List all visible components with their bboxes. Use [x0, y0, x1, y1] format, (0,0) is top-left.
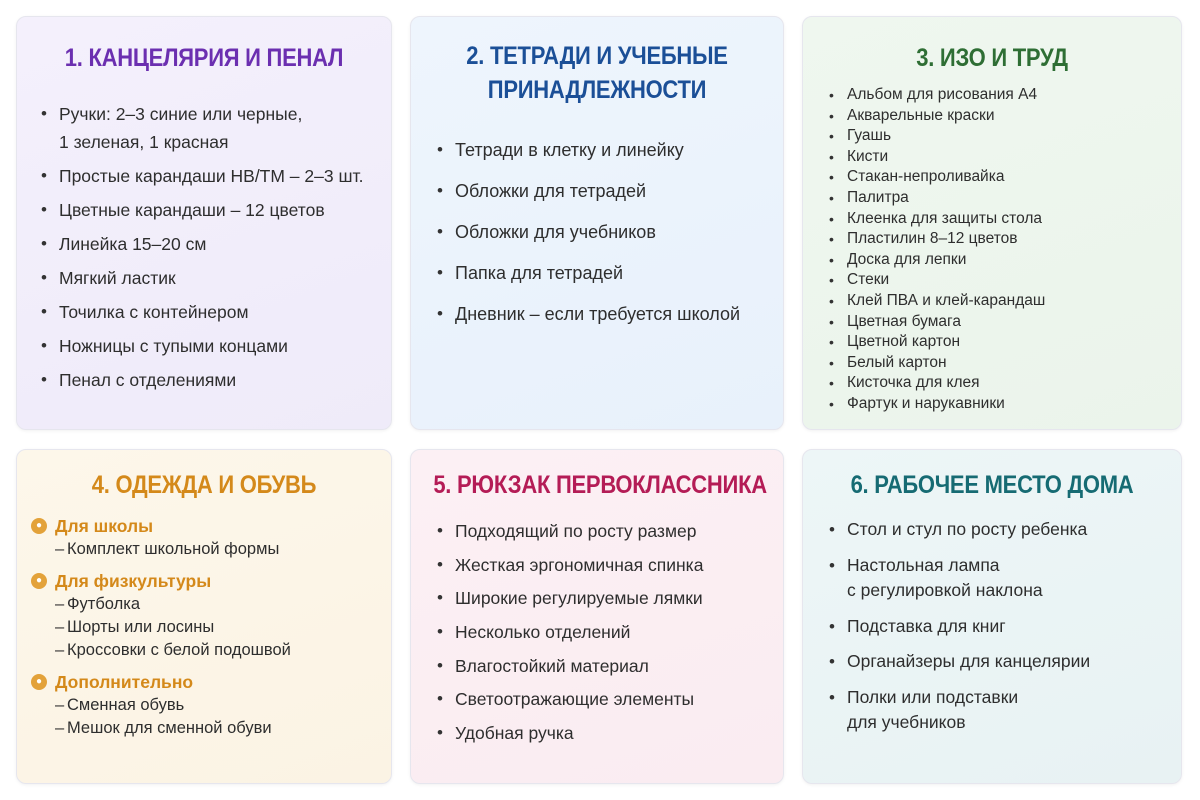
item-list: [829, 85, 1169, 415]
list-item: • Влагостойкий материал: [437, 652, 777, 680]
list-item: • Жесткая эргономичная спинка: [437, 551, 777, 579]
card-backpack: [410, 449, 784, 784]
card-title: 5. РЮКЗАК ПЕРВОКЛАССНИКА: [433, 471, 767, 499]
person-icon: ●: [31, 518, 47, 534]
list-item: • Кисти: [829, 147, 1169, 168]
list-item: • Обложки для учебников: [437, 217, 777, 247]
list-item: • Несколько отделений: [437, 618, 777, 646]
list-item: • Простые карандаши НВ/ТМ – 2–3 шт.: [41, 162, 381, 190]
card-home-workspace: [802, 449, 1182, 784]
list-item-lamp: • Настольная лампа с регулировкой наклона: [829, 553, 1169, 604]
list-item: • Цветные карандаши – 12 цветов: [41, 196, 381, 224]
section-heading: Для физкультуры: [55, 571, 212, 591]
list-item: • Стакан-непроливайка: [829, 167, 1169, 188]
list-item: • Папка для тетрадей: [437, 258, 777, 288]
card-stationery: [16, 16, 392, 430]
list-item: • Пенал с отделениями: [41, 366, 381, 394]
card-art-crafts: [802, 16, 1182, 430]
list-item: • Удобная ручка: [437, 719, 777, 747]
list-item: • Светоотражающие элементы: [437, 685, 777, 713]
list-item: – Комплект школьной формы: [31, 538, 381, 561]
section-additional: [31, 670, 381, 740]
clothing-sections: [31, 514, 381, 748]
card-title-line-2: ПРИНАДЛЕЖНОСТИ: [487, 76, 707, 104]
card-title-line-1: 2. ТЕТРАДИ И УЧЕБНЫЕ: [466, 42, 728, 70]
list-item: • Пластилин 8–12 цветов: [829, 229, 1169, 250]
list-item: • Гуашь: [829, 126, 1169, 147]
section-heading: Для школы: [55, 516, 154, 536]
list-item: – Мешок для сменной обуви: [31, 717, 381, 740]
section-school: [31, 514, 381, 561]
person-icon: ●: [31, 674, 47, 690]
list-item: – Шорты или лосины: [31, 616, 381, 639]
item-list: [437, 517, 777, 753]
card-title: 3. ИЗО И ТРУД: [916, 44, 1068, 72]
card-title: [433, 39, 760, 107]
list-item: • Точилка с контейнером: [41, 298, 381, 326]
list-item-pens: • Ручки: 2–3 синие или черные, 1 зеленая, 1 красная: [41, 100, 381, 156]
item-list: [437, 135, 777, 340]
card-title: 4. ОДЕЖДА И ОБУВЬ: [91, 471, 317, 499]
list-item: • Ножницы с тупыми концами: [41, 332, 381, 360]
list-item: • Фартук и нарукавники: [829, 394, 1169, 415]
list-item: • Стол и стул по росту ребенка: [829, 517, 1169, 543]
list-item: • Линейка 15–20 см: [41, 230, 381, 258]
card-title: 1. КАНЦЕЛЯРИЯ И ПЕНАЛ: [64, 44, 344, 72]
list-item: • Белый картон: [829, 353, 1169, 374]
list-item: • Альбом для рисования А4: [829, 85, 1169, 106]
item-list: [829, 517, 1169, 746]
list-item: • Цветная бумага: [829, 312, 1169, 333]
list-item: • Кисточка для клея: [829, 373, 1169, 394]
list-item: • Стеки: [829, 270, 1169, 291]
list-item: • Органайзеры для канцелярии: [829, 649, 1169, 675]
card-notebooks: [410, 16, 784, 430]
list-item: • Цветной картон: [829, 332, 1169, 353]
list-item: • Мягкий ластик: [41, 264, 381, 292]
list-item: • Палитра: [829, 188, 1169, 209]
list-item: • Широкие регулируемые лямки: [437, 584, 777, 612]
list-item: – Сменная обувь: [31, 694, 381, 717]
person-icon: ●: [31, 573, 47, 589]
list-item: • Подходящий по росту размер: [437, 517, 777, 545]
list-item: • Акварельные краски: [829, 106, 1169, 127]
list-item: • Доска для лепки: [829, 250, 1169, 271]
list-item: • Подставка для книг: [829, 614, 1169, 640]
section-pe: [31, 569, 381, 662]
list-item: • Дневник – если требуется школой: [437, 299, 777, 329]
section-heading: Дополнительно: [55, 672, 194, 692]
card-clothing: [16, 449, 392, 784]
list-item: • Клей ПВА и клей-карандаш: [829, 291, 1169, 312]
card-title: 6. РАБОЧЕЕ МЕСТО ДОМА: [850, 471, 1134, 499]
list-item: • Тетради в клетку и линейку: [437, 135, 777, 165]
list-item: – Кроссовки с белой подошвой: [31, 639, 381, 662]
list-item: – Футболка: [31, 593, 381, 616]
list-item: • Клеенка для защиты стола: [829, 209, 1169, 230]
item-list: [41, 100, 381, 400]
list-item-shelves: • Полки или подставки для учебников: [829, 685, 1169, 736]
list-item: • Обложки для тетрадей: [437, 176, 777, 206]
